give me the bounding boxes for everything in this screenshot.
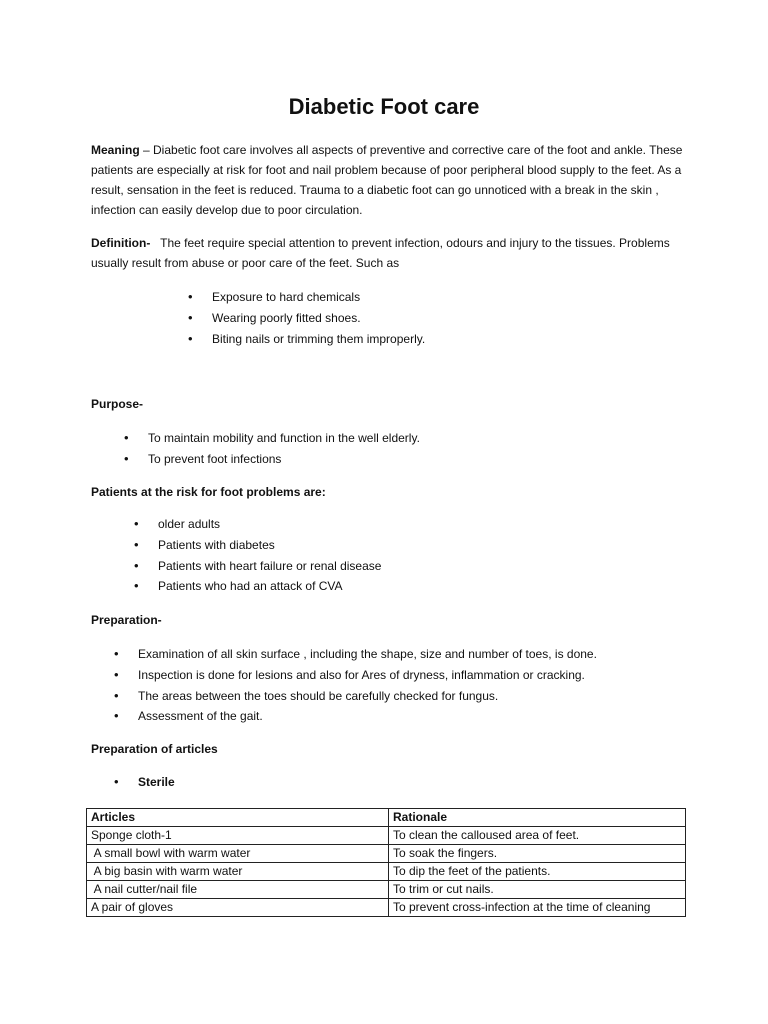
list-item: • Exposure to hard chemicals xyxy=(212,287,425,308)
definition-label: Definition- xyxy=(91,236,151,250)
list-item: • Inspection is done for lesions and also for Ares of dryness, inflammation or cracking. xyxy=(138,665,597,686)
list-item: • Patients with diabetes xyxy=(158,535,381,556)
definition-list xyxy=(212,287,425,349)
preparation-heading: Preparation- xyxy=(91,613,162,627)
meaning-label: Meaning xyxy=(91,143,140,157)
table-cell: To dip the feet of the patients. xyxy=(389,863,686,881)
table-cell: To trim or cut nails. xyxy=(389,881,686,899)
sterile-list xyxy=(138,772,175,793)
articles-table xyxy=(86,808,686,917)
table-cell: To clean the calloused area of feet. xyxy=(389,827,686,845)
table-row xyxy=(87,881,686,899)
page-title: Diabetic Foot care xyxy=(288,94,480,119)
list-item: • Examination of all skin surface , including the shape, size and number of toes, is done. xyxy=(138,644,597,665)
list-item: • Assessment of the gait. xyxy=(138,706,597,727)
list-item: • Sterile xyxy=(138,772,175,793)
risk-heading: Patients at the risk for foot problems are: xyxy=(91,485,326,499)
table-row xyxy=(87,845,686,863)
list-item: • Patients who had an attack of CVA xyxy=(158,576,381,597)
list-item: • Wearing poorly fitted shoes. xyxy=(212,308,425,329)
purpose-list xyxy=(148,428,420,470)
definition-paragraph xyxy=(91,233,691,273)
meaning-paragraph xyxy=(91,140,691,220)
risk-list xyxy=(158,514,381,597)
definition-text: The feet require special attention to prevent infection, odours and injury to the tissues. Problems usually result from abuse or poor care of the feet. Such as xyxy=(91,236,674,270)
list-item: • Biting nails or trimming them improperly. xyxy=(212,329,425,350)
meaning-text: – Diabetic foot care involves all aspects of preventive and corrective care of the foot and ankle. These patients are especially at risk for foot and nail problem because of poor peripheral blood supply to the feet. As a result, sensation in the feet is reduced. Trauma to a diabetic foot can go unnoticed with a break in the skin , infection can easily develop due to poor circulation. xyxy=(91,143,683,217)
list-item: • older adults xyxy=(158,514,381,535)
table-header-cell: Rationale xyxy=(389,809,686,827)
preparation-list xyxy=(138,644,597,727)
table-cell: A nail cutter/nail file xyxy=(87,881,389,899)
table-cell: A big basin with warm water xyxy=(87,863,389,881)
list-item: • The areas between the toes should be carefully checked for fungus. xyxy=(138,686,597,707)
list-item: • To maintain mobility and function in the well elderly. xyxy=(148,428,420,449)
table-header-cell: Articles xyxy=(87,809,389,827)
table-cell: A small bowl with warm water xyxy=(87,845,389,863)
table-row xyxy=(87,899,686,917)
table-cell: A pair of gloves xyxy=(87,899,389,917)
table-header-row xyxy=(87,809,686,827)
list-item: • Patients with heart failure or renal disease xyxy=(158,556,381,577)
articles-heading: Preparation of articles xyxy=(91,742,218,756)
table-cell: Sponge cloth-1 xyxy=(87,827,389,845)
list-item: • To prevent foot infections xyxy=(148,449,420,470)
purpose-heading: Purpose- xyxy=(91,397,144,411)
table-row xyxy=(87,827,686,845)
table-row xyxy=(87,863,686,881)
table-cell: To soak the fingers. xyxy=(389,845,686,863)
table-cell: To prevent cross-infection at the time of cleaning xyxy=(389,899,686,917)
